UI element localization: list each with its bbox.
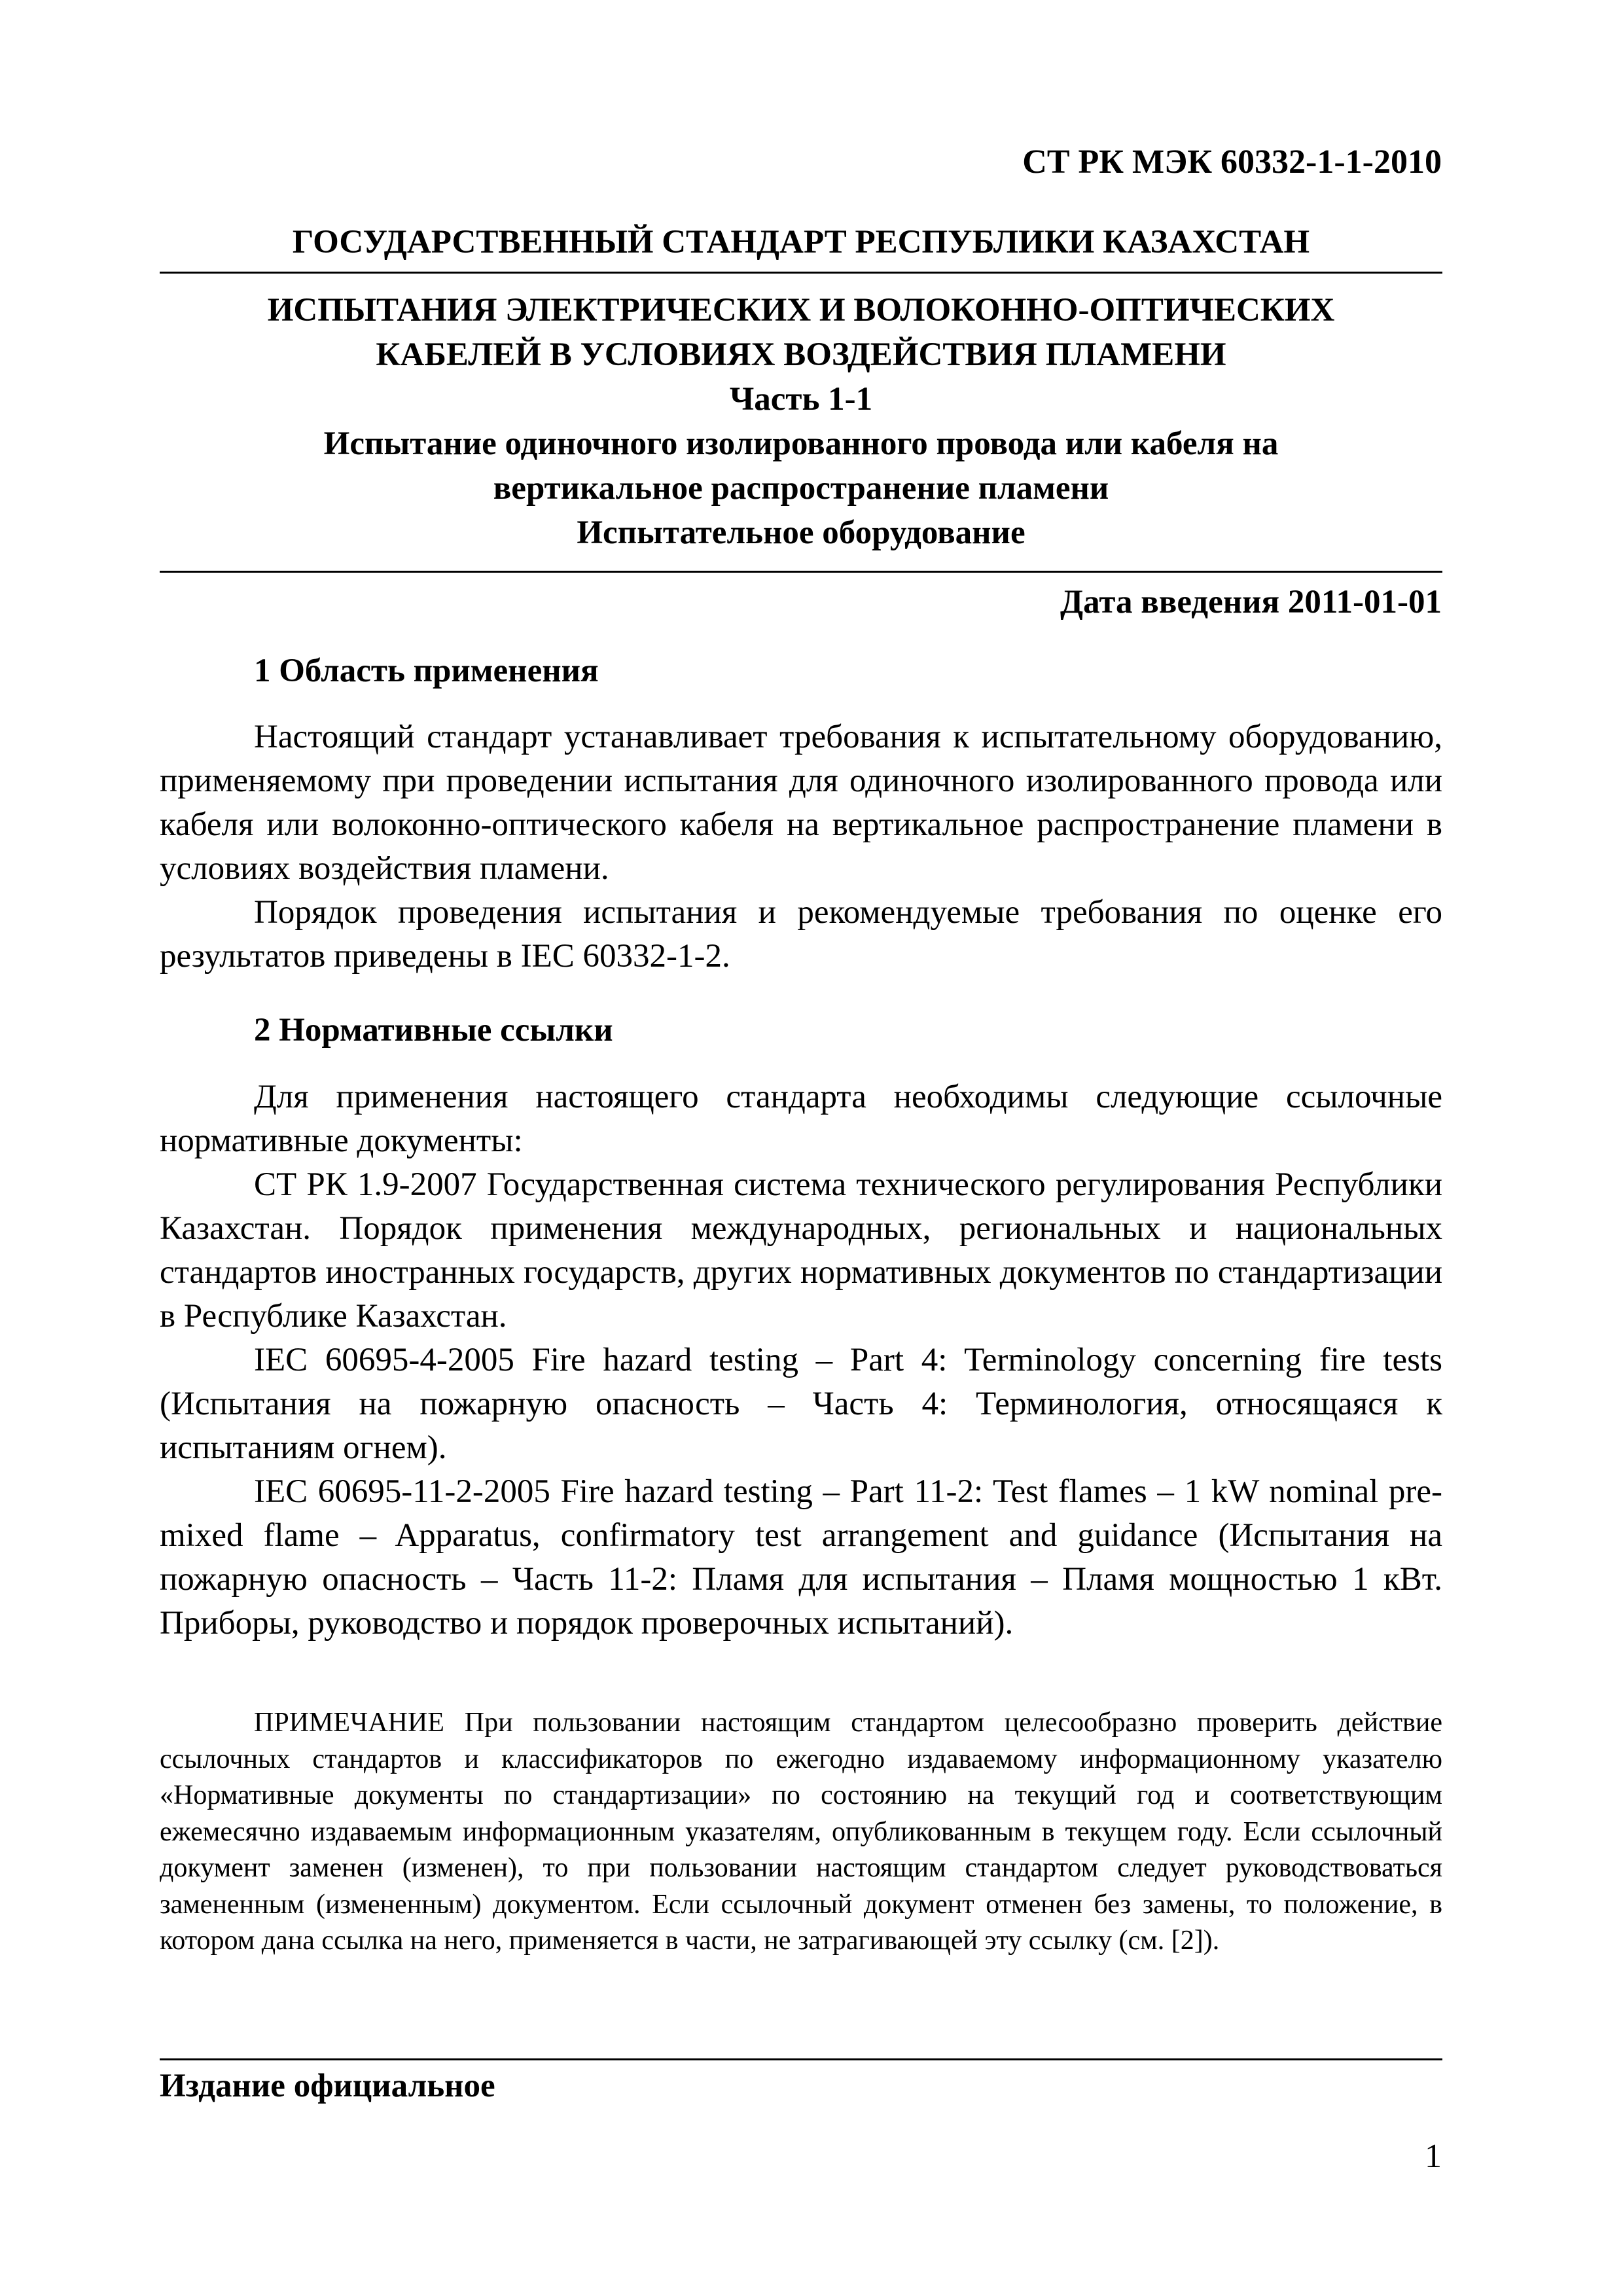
section-1-paragraph-2: Порядок проведения испытания и рекомендуемые требования по оценке его результатов приведены в IEC 60332-1-2. — [160, 894, 1442, 975]
note-paragraph: ПРИМЕЧАНИЕ При пользовании настоящим стандартом целесообразно проверить действие ссылочных стандартов и классификаторов по ежегодно издаваемому информационному указателю «Нормативные документы по стандартизации» по состоянию на текущий год и соответствующим ежемесячно издаваемым информационным указателям, опубликованным в текущем году. Если ссылочный документ заменен (изменен), то при пользовании настоящим стандартом следует руководствоваться замененным (измененным) документом. Если ссылочный документ отменен без замены, то положение, в котором дана ссылка на него, применяется в части, не затрагивающей эту ссылку (см. [2]). — [160, 1708, 1442, 1956]
page-number: 1 — [1425, 2138, 1442, 2175]
rule-top — [160, 272, 1442, 274]
state-standard-heading: ГОСУДАРСТВЕННЫЙ СТАНДАРТ РЕСПУБЛИКИ КАЗАХСТАН — [292, 224, 1310, 260]
reference-st-rk-1-9: СТ РК 1.9-2007 Государственная система технического регулирования Республики Казахстан. Порядок применения международных, региональных и национальных стандартов иностранных государств, других нормативных документов по стандартизации в Республике Казахстан. — [160, 1166, 1442, 1335]
title-line-2: КАБЕЛЕЙ В УСЛОВИЯХ ВОЗДЕЙСТВИЯ ПЛАМЕНИ — [376, 336, 1226, 373]
section-1-paragraph-1: Настоящий стандарт устанавливает требования к испытательному оборудованию, применяемому при проведении испытания для одиночного изолированного провода или кабеля или волоконно-оптического кабеля на вертикальное распространение пламени в условиях воздействия пламени. — [160, 719, 1442, 887]
subtitle-line-3: Испытательное оборудование — [577, 514, 1026, 551]
subtitle-line-1: Испытание одиночного изолированного провода или кабеля на — [323, 425, 1279, 462]
reference-iec-60695-11-2: IEC 60695-11-2-2005 Fire hazard testing – Part 11-2: Test flames – 1 kW nominal pre-mixed flame – Apparatus, confirmatory test arrangement and guidance (Испытания на пожарную опасность – Часть 11-2: Пламя для испытания – Пламя мощностью 1 кВт. Приборы, руководство и порядок проверочных испытаний). — [160, 1473, 1442, 1641]
subtitle-line-2: вертикальное распространение пламени — [493, 470, 1109, 507]
section-2-paragraph-1: Для применения настоящего стандарта необходимы следующие ссылочные нормативные документы: — [160, 1079, 1442, 1159]
document-title — [160, 288, 1442, 555]
official-edition-label: Издание официальное — [160, 2068, 495, 2104]
rule-title-bottom — [160, 571, 1442, 573]
title-line-1: ИСПЫТАНИЯ ЭЛЕКТРИЧЕСКИХ И ВОЛОКОННО-ОПТИЧЕСКИХ — [267, 292, 1335, 329]
introduction-date: Дата введения 2011-01-01 — [1060, 584, 1442, 620]
section-2-heading: 2 Нормативные ссылки — [254, 1012, 613, 1049]
document-number: СТ РК МЭК 60332-1-1-2010 — [1022, 143, 1442, 181]
reference-iec-60695-4: IEC 60695-4-2005 Fire hazard testing – Part 4: Terminology concerning fire tests (Испытания на пожарную опасность – Часть 4: Терминология, относящаяся к испытаниям огнем). — [160, 1342, 1442, 1466]
section-1-heading: 1 Область применения — [254, 653, 599, 689]
title-part: Часть 1-1 — [729, 381, 873, 418]
